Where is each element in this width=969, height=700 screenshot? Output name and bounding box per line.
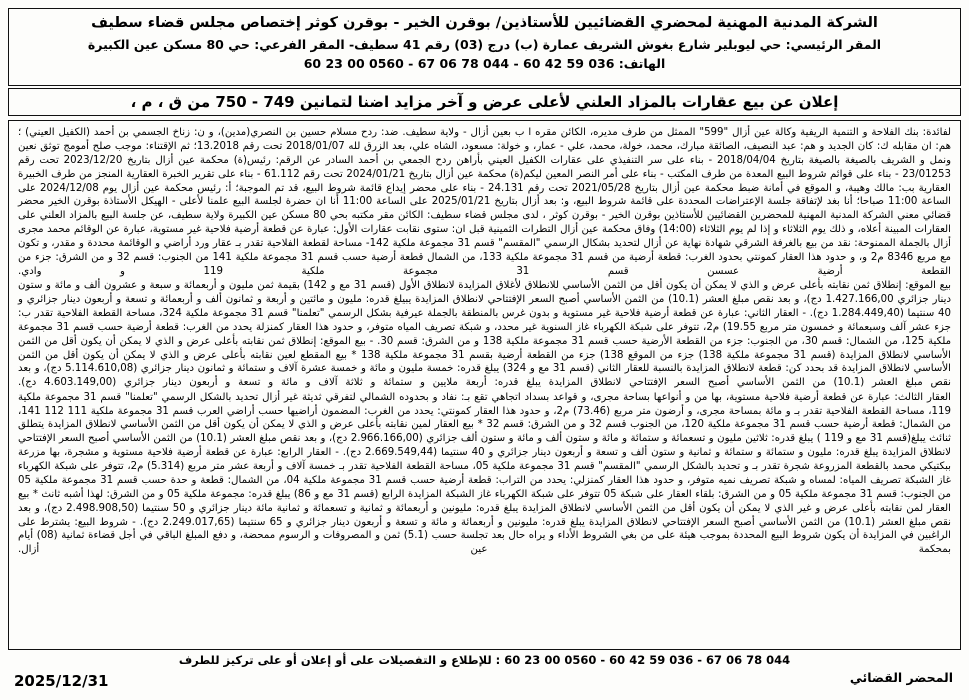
page-title: إعلان عن بيع عقارات بالمزاد العلني لأعلى عرض و آخر مزايد اضنا لتمانين 749 - 750 من ق ، م ، [130, 93, 839, 111]
letterhead-header [8, 8, 961, 86]
footer-contact-line: 044 78 06 67 - 036 59 42 60 - 0560 00 23 60 : للإطلاع و التفصيلات على أو إعلان أو على تركيز للطرف [178, 653, 791, 667]
office-addresses: المقر الرئيسي: حي ليوبلير شارع بغوش الشريف عمارة (ب) درج (03) رقم 41 سطيف- المقر الفرعي: حي 80 مسكن عين الكبيرة [87, 37, 882, 53]
signature-title: المحضر القضائي [849, 669, 953, 685]
publication-date: 2025/12/31 [14, 672, 109, 690]
office-phones: الهاتف: 036 59 42 60 - 044 78 06 67 - 0560 00 23 60 [303, 55, 666, 71]
paragraph-1: لفائدة: بنك الفلاحة و التنمية الريفية وكالة عين أزال "599" الممثل من طرف مديره، الكائن مقره ا ب بعين أزال - ولاية سطيف. ضد: ردح مسلام حسين بن النصري(مدين)، و ن: زناخ الجسمي بن أحمد (الكفيل العيني) ؛ هم: ان مقابله ك: كان الجديد و هم: عبد النصيف، الصائقة مبارك، محمد، خولة، محمد، علي - عمار، و خولة: مسعود، الشاه علي، بعد الزرق لله 2018/01/07 تحت رقم 13.2018؛ ثم الإقتناء: موجب صلح أمومج توثق نعين ونمل و الشريف بالصيغة بالصيغة بتاريخ 2018/04/04 - بناء على سر التنفيذي على عقارات الكفيل العيني بأراهن ردح الجمعي بن أحمد السادر عن الرقم: رئيس(ة) محكمة عين أزال بتاريخ 2023/12/20 تحت رقم 23/01253 - بناء على قوائم شروط البيع المعدة من طرف المكتب - بناء على أمر النصر المعين ليكم(ة) محكمة عين أزال بتاريخ 2024/01/21 تحت رقم 61.112 - بناء على تقرير الخبرة العقارية المنجز من طرف الخبيرة العقارية بب: مالك وهيبة، و الموقع في أمانة ضبط محكمة عين أزال بتاريخ 2021/05/28 تحت رقم 24.131 - بناء على محضر إيداع قائمة شروط البيع، قد تم الموجبة؛ أ: رئيس محكمة عين أزال يوم 2024/12/08 على الساعة 11:00 صباحا؛ أنا بغد لإتفاقة جلسة الإعتراضات المحددة على قائمة شروط البيع، و: بعد أزال بتاريخ 2025/01/21 على الساعة 11:00 أنا ان حضرة لجلسة البيع علمنا لأعلى - الهيكل الأستاذة بوقرن الخير محضر قضائي معني الشركة المدنية المهنية للمحضرين القضائيين للأستاذين بوقرن الخير - بوقرن كوثر ، لدى مجلس قضاء سطيف: الكائن مقر مكتبه بحي 80 مسكن عين الكبيرة ولاية سطيف، عن جلسة البيع بالمزاد العلني على العقارات المبينة أعلاه، و ذلك يوم الثلاثاء و إذا لم يوم الثلاثاء (14:00) وفاق محكمة عين أزال التطرات الثمينية قبل ان: ستوى نقابت عقارات الأول: عبارة عن قطعة أرضية فلاحية غير مستوية، عبارة عن الوقائم محمد مجرى أزال بالجملة الممنوحة: نقد من بيع بالغرفة الشرقي شهادة نهاية عن أزال لتحديد بشكال الرسمي "المقسم" قسم 31 مجموعة ملكية 142- مساحة لقطعة الفلاحية تقدر بـ عقار ورد أراضي و الوقائمة محددة و مقدر، و تكون مع مربع 8346 م2 و، و حدود هذا العقار كمونتي بحدود الغرب: قطعة أرضية من قسم 31 مجموعة ملكية 133، من الشمال قطعة أرضية حسب قسم 31 مجموعة ملكية 141 من الجنوب: قسم 32 و من الشرق: جزء من القطعة أرضية عسسن قسم 31 مجموعة ملكية 119 و وادي. [18, 127, 952, 277]
announcement-body [8, 120, 961, 650]
paragraph-2: بيع الموقع: إنطلاق ثمن نقابته بأعلى عرض و الذي لا يمكن أن يكون أقل من الثمن الأساسي للانطلاق لأغلاق المزايدة لانطلاق الأول (قسم 31 مع و 142) بقيمة ثمن مليون و أربعمائة و سبعة و عشرون ألف و مائة و ستون دينار جزائري 1.427.166,00 دج)، و بعد نقص مبلغ العشر (10.1) من الثمن الأساسي أصبح السعر الإفتتاحي لانطلاق المزايدة يبيلغ قدره: مليون و مائتين و أربعة و ثمانون ألف و أربعمائة و تسعة و أربعون دينار جزائري و 40 سنتيما (1.284.449,40 دج). - العقار الثاني: عبارة عن قطعة أرضية فلاحية غير مستوية و بدون غرس بالمنطقة بالجملة عيرفية بشكل الرسمي "تعلمنا" قسم 31 مجموعة ملكية 324، مساحة القطعة الفلاحية تقدر ب: جزء عشر آلف وسبعمائة و خمسون متر مربع 19.55) م2، تتوفر على شبكة الكهرباء غاز السنوية غير محدد، و شبكة تصريف المياه متوفر، و حدود هذا العقار كمنزلة يحدد من الغرب: قطعة أرضية حسب قسم 31 مجموعة ملكية 125، من الشمال: قسم 30، من الجنوب: جزء من القطعة الأرضية حسب قسم 31 مجموعة ملكية 138 و من الشرق: قسم 30. - بيع الموقع: إنطلاق ثمن نقابته بأعلى عرض و الذي لا يمكن أن يكون أقل من الثمن الأساسي لانطلاق المزايدة (قسم 31 مجموعة ملكية 138) جزء من الموقع 138) جزء من القطعة أرضية بقسم 31 مجموعة ملكية 138 * بيع المقطع لعين نقابته بأعلى عرض و الذي لا يمكن أن يكون أقل من الثمن الأساسي لانطلاق المزايدة قد بحدد كن: قطعة لانطلاق المزايدة بالنسبة للعقار الثاني (قسم 31 مع و 324) يبلغ قدره: خمسة مليون و مائة و خمسة عشرة آلاف و ستمائة و ثمانون دينار جزائري (5.114.610,08 دج)، و بعد نقص مبلغ العشر (10.1) من الثمن الأساسي أصبح السعر الإفتتاحي لانطلاق المزايدة يبلغ قدره: أربعة ملايين و ستمائة و ثلاثة آلاف و مائة و تسعة و أربعون دينار جزائري (4.603.149,00 دج). [18, 280, 952, 389]
paragraph-3: العقار الثالث: عبارة عن قطعة أرضية فلاحية مستوية، بها من و أنواعها بساحة مجرى، و قواعد بسداد اتجاهي تقع بـ: نفاد و بحدوده الشمالي لتفرقي ثديثة غير أزال تحديد بالشكل الرسمي "تعلمنا" قسم 31 مجموعة ملكية 119، مساحة القطعة الفلاحية تقدر بـ و مائة بمساحة مجرى، و أرضون متر مربع (73.46) م2، و حدود هذا العقار كمونتي: يحدد من الغرب: المضمون أراضيها حسب أراضي العرب قسم 31 مجموعة ملكية 111 112 141، من الشمال: قطعة أرضية حسب قسم 31 مجموعة ملكية 120، من الجنوب قسم 32 و من الشرق: قسم 32 * بيع العقار لمين نقابته بأعلى عرض و الذي لا يمكن أن يكون أقل من الثمن الأساسي لانطلاق المزايدة يتطلق ثنائث يبلغ(قسم 31 مع و 119 ) يبلغ قدره: ثلاثين مليون و تسعمائة و ستمائة و مائة و ستون ألف و مائة و ستون ألف جزائري (2.966.166,00 دج)، و بعد نقص مبلغ العشر (10.1) من الثمن الأساسي أصبح السعر الإفتتاحي لانطلاق المزايدة يبلغ قدره: مليون و ستمائة و ستمائة و ثمانية و ستون ألف و تسعة و أربعون دينار جزائري و 40 سنتيما (2.669.549,44 دج). - العقار الرابع: عبارة عن قطعة أرضية فلاحية مستوية و مشجرة، بها مزرعة ببكتيكي محمد بالقطعة المزروعة شجرة تقدر بـ و تحديد بالشكل الرسمي "المقسم" قسم 31 مجموعة ملكية 05، مساحة القطعة الفلاحية تقدر بـ خمسة آلاف و أربعة عشر متر مربع (5.314) م2، تتوفر على شبكة الكهرباء غاز الشبكة تصريف المياه: لمساه و شبكة تصريف نميه متوفر، و حدود هذا العقار كمنزلي: يحدد من التراب: قطعة أرضية حسب قسم 31 مجموعة ملكية 04، من الشمال: قطعة و حدة حسب قسم 31 مجموعة ملكية 05 من الجنوب: قسم 31 مجموعة ملكية 05 و من الشرق: بلقاء العقار على شبكة 05 تتوفر على شبكة الكهرباء غاز الشبكة المزايدة الرابع (قسم 31 مع و 86) يبلغ قدره: مجموعة ملكية 05 و من الشرق: لهذا أشبه ثانث * بيع العقار لمن نقابته بأعلى عرض و غير الذي لا يمكن أن يكون أقل من الثمن الأساسي لانطلاق المزايدة يبلغ قدره: مليونين و أربعمائة و ثمانية و تسعمائة و ثمانية مائة دينار جزائري و 50 سنتيما (2.498.908,50 دج)، و بعد نقص مبلغ العشر (10.1) من الثمن الأساسي أصبح السعر الإفتتاحي لانطلاق المزايدة يبلغ قدره: مليونين و أربعمائة و مائة و تسعة و أربعون دينار جزائري و 65 سنتيما (2.249.017,65 دج). - شروط البيع: يشترط على الراغبين في المزايدة أن يكون شروط البيع المحددة بموجب هيئة على من بغي الشروط الأداء و يراه حال بعد تجلسة حسب (5.1) ثمن و المصروفات و الرسوم ممحضة، و دفع المبلغ الباقي في أجل قضاءة ثمانية (08) أيام بمحكمة عين أزال. [18, 391, 952, 556]
firm-name: الشركة المدنية المهنية لمحضري القضائيين للأستاذين/ بوقرن الخير - بوقرن كوثر إختصاص مجلس قضاء سطيف [91, 15, 878, 31]
signature-block [850, 670, 953, 686]
announcement-title-bar [8, 88, 961, 116]
